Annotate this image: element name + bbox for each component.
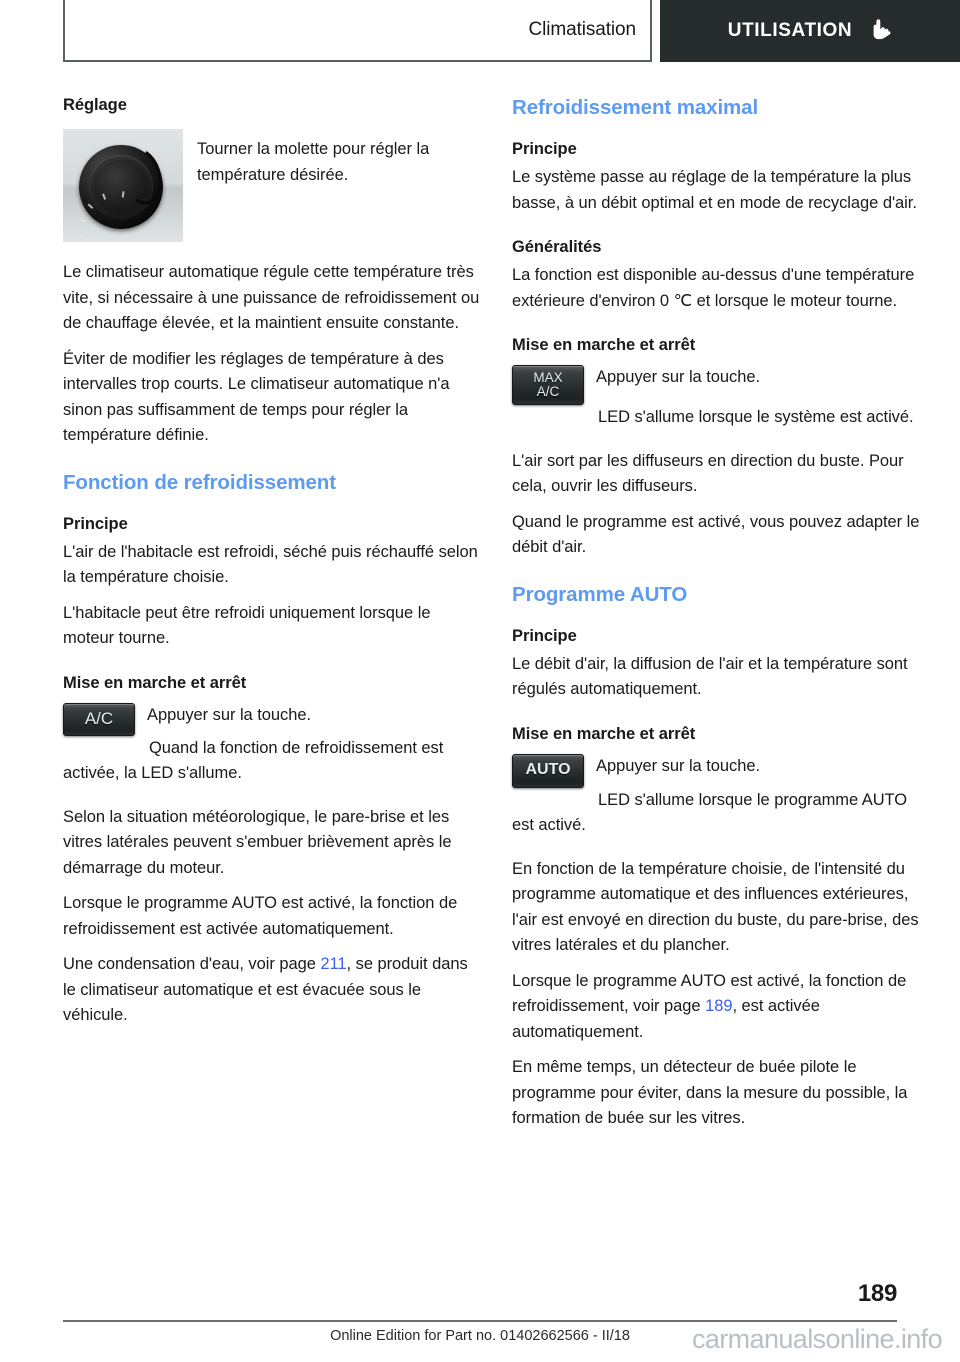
max-ac-instruction-line-1: Appuyer sur la touche. <box>596 368 760 386</box>
paragraph-fogging: Selon la situation météorologique, le pare-brise et les vitres latérales peuvent s'embuer brièvement après le démarrage du moteur. <box>63 807 452 877</box>
paragraph-regulation: Le climatiseur automatique régule cette température très vite, si nécessaire à une puissance de refroidissement ou de chauffage élevée, et la maintient ensuite constante. <box>63 263 480 332</box>
section-heading-fonction-refroidissement: Fonction de refroidissement <box>63 470 336 494</box>
footer-divider <box>63 1320 897 1322</box>
auto-button-row <box>512 754 932 788</box>
max-ac-button-label-top: MAX <box>533 369 563 385</box>
auto-button-label: AUTO <box>525 761 571 779</box>
paragraph-fog-sensor: En même temps, un détecteur de buée pilote le programme pour éviter, dans la mesure du possible, la formation de buée sur les vitres. <box>512 1058 908 1127</box>
auto-cooling-text-before: Lorsque le programme AUTO est activé, la fonction de refroidissement, voir page <box>512 971 907 1015</box>
paragraph-max-cooling-principle: Le système passe au réglage de la température la plus basse, à un débit optimal et en mode de recyclage d'air. <box>512 168 917 212</box>
paragraph-generalites: La fonction est disponible au-dessus d'une température extérieure d'environ 0 ℃ et lorsque le moteur tourne. <box>512 266 915 310</box>
subheading-mise-en-marche-right-1: Mise en marche et arrêt <box>512 336 696 354</box>
subheading-mise-en-marche-right-2: Mise en marche et arrêt <box>512 724 696 743</box>
auto-instruction-line-2: LED s'allume lorsque le programme AUTO est activé. <box>512 790 908 834</box>
paragraph-avoid-frequent-changes: Éviter de modifier les réglages de température à des intervalles trop courts. Le climatiseur automatique n'a sinon pas suffisamment de temps pour régler la température définie. <box>63 349 450 444</box>
chapter-tab-label: UTILISATION <box>727 20 853 41</box>
ac-button-label: A/C <box>84 709 114 729</box>
auto-button-icon[interactable] <box>512 754 584 788</box>
auto-cooling-text-after: , est activée automatiquement. <box>512 997 820 1041</box>
subheading-mise-en-marche-left: Mise en marche et arrêt <box>63 673 247 692</box>
site-watermark: carmanualsonline.info <box>691 1324 942 1354</box>
max-ac-button-row <box>512 365 932 405</box>
temperature-knob-photo <box>63 129 183 242</box>
section-tab-label: Climatisation <box>528 19 636 40</box>
auto-instruction-line-1: Appuyer sur la touche. <box>596 756 760 775</box>
section-tab[interactable] <box>63 0 652 62</box>
paragraph-auto-program-cooling: Lorsque le programme AUTO est activé, la fonction de refroidissement est activée automatiquement. <box>63 894 458 938</box>
heading-reglage: Réglage <box>63 96 127 114</box>
condensation-text-after: , se produit dans le climatiseur automatique et est évacuée sous le véhicule. <box>63 955 468 1024</box>
paragraph-air-direction: En fonction de la température choisie, de l'intensité du programme automatique et des influences extérieures, l'air est envoyé en direction du buste, du pare-brise, des vitres latérales et du plancher. <box>512 859 919 954</box>
chapter-tab[interactable] <box>660 0 960 62</box>
condensation-text-before: Une condensation d'eau, voir page <box>63 955 321 973</box>
page-footer <box>0 1280 960 1362</box>
ac-button-icon[interactable] <box>63 703 135 736</box>
edition-line: Online Edition for Part no. 01402662566 - II/18 <box>330 1328 630 1344</box>
subheading-principe-right-2: Principe <box>512 626 577 645</box>
page-xref-211[interactable]: 211 <box>320 955 347 973</box>
page-xref-189[interactable]: 189 <box>705 997 733 1015</box>
subheading-generalites: Généralités <box>512 238 602 256</box>
knob-figure-row <box>63 129 483 242</box>
section-heading-programme-auto: Programme AUTO <box>512 582 688 606</box>
paragraph-engine-running: L'habitacle peut être refroidi uniquement lorsque le moteur tourne. <box>63 603 431 647</box>
left-column <box>63 96 483 1029</box>
paragraph-air-cooled: L'air de l'habitacle est refroidi, séché puis réchauffé selon la température choisie. <box>63 542 478 586</box>
paragraph-condensation <box>63 952 483 1029</box>
ac-instruction-line-2: Quand la fonction de refroidissement est activée, la LED s'allume. <box>63 738 444 782</box>
right-column <box>512 96 932 1132</box>
ac-instruction-line-1: Appuyer sur la touche. <box>147 705 311 724</box>
max-ac-button-icon[interactable] <box>512 365 584 405</box>
subheading-principe-right-1: Principe <box>512 140 577 158</box>
max-ac-instruction-line-2: LED s'allume lorsque le système est activé. <box>598 408 914 426</box>
paragraph-auto-activates-cooling <box>512 969 932 1046</box>
subheading-principe-left: Principe <box>63 514 128 533</box>
max-ac-button-label-bottom: A/C <box>536 384 560 399</box>
pointing-hand-icon <box>868 18 892 44</box>
paragraph-adapt-airflow: Quand le programme est activé, vous pouvez adapter le débit d'air. <box>512 512 920 556</box>
page-number: 189 <box>857 1280 897 1307</box>
paragraph-diffusers: L'air sort par les diffuseurs en direction du buste. Pour cela, ouvrir les diffuseurs. <box>512 451 904 495</box>
ac-button-row <box>63 703 483 736</box>
knob-figure-caption: Tourner la molette pour régler la température désirée. <box>197 140 430 184</box>
page-header <box>0 0 960 62</box>
paragraph-auto-principle: Le débit d'air, la diffusion de l'air et la température sont régulés automatiquement. <box>512 654 908 698</box>
section-heading-refroidissement-maximal: Refroidissement maximal <box>512 96 759 119</box>
